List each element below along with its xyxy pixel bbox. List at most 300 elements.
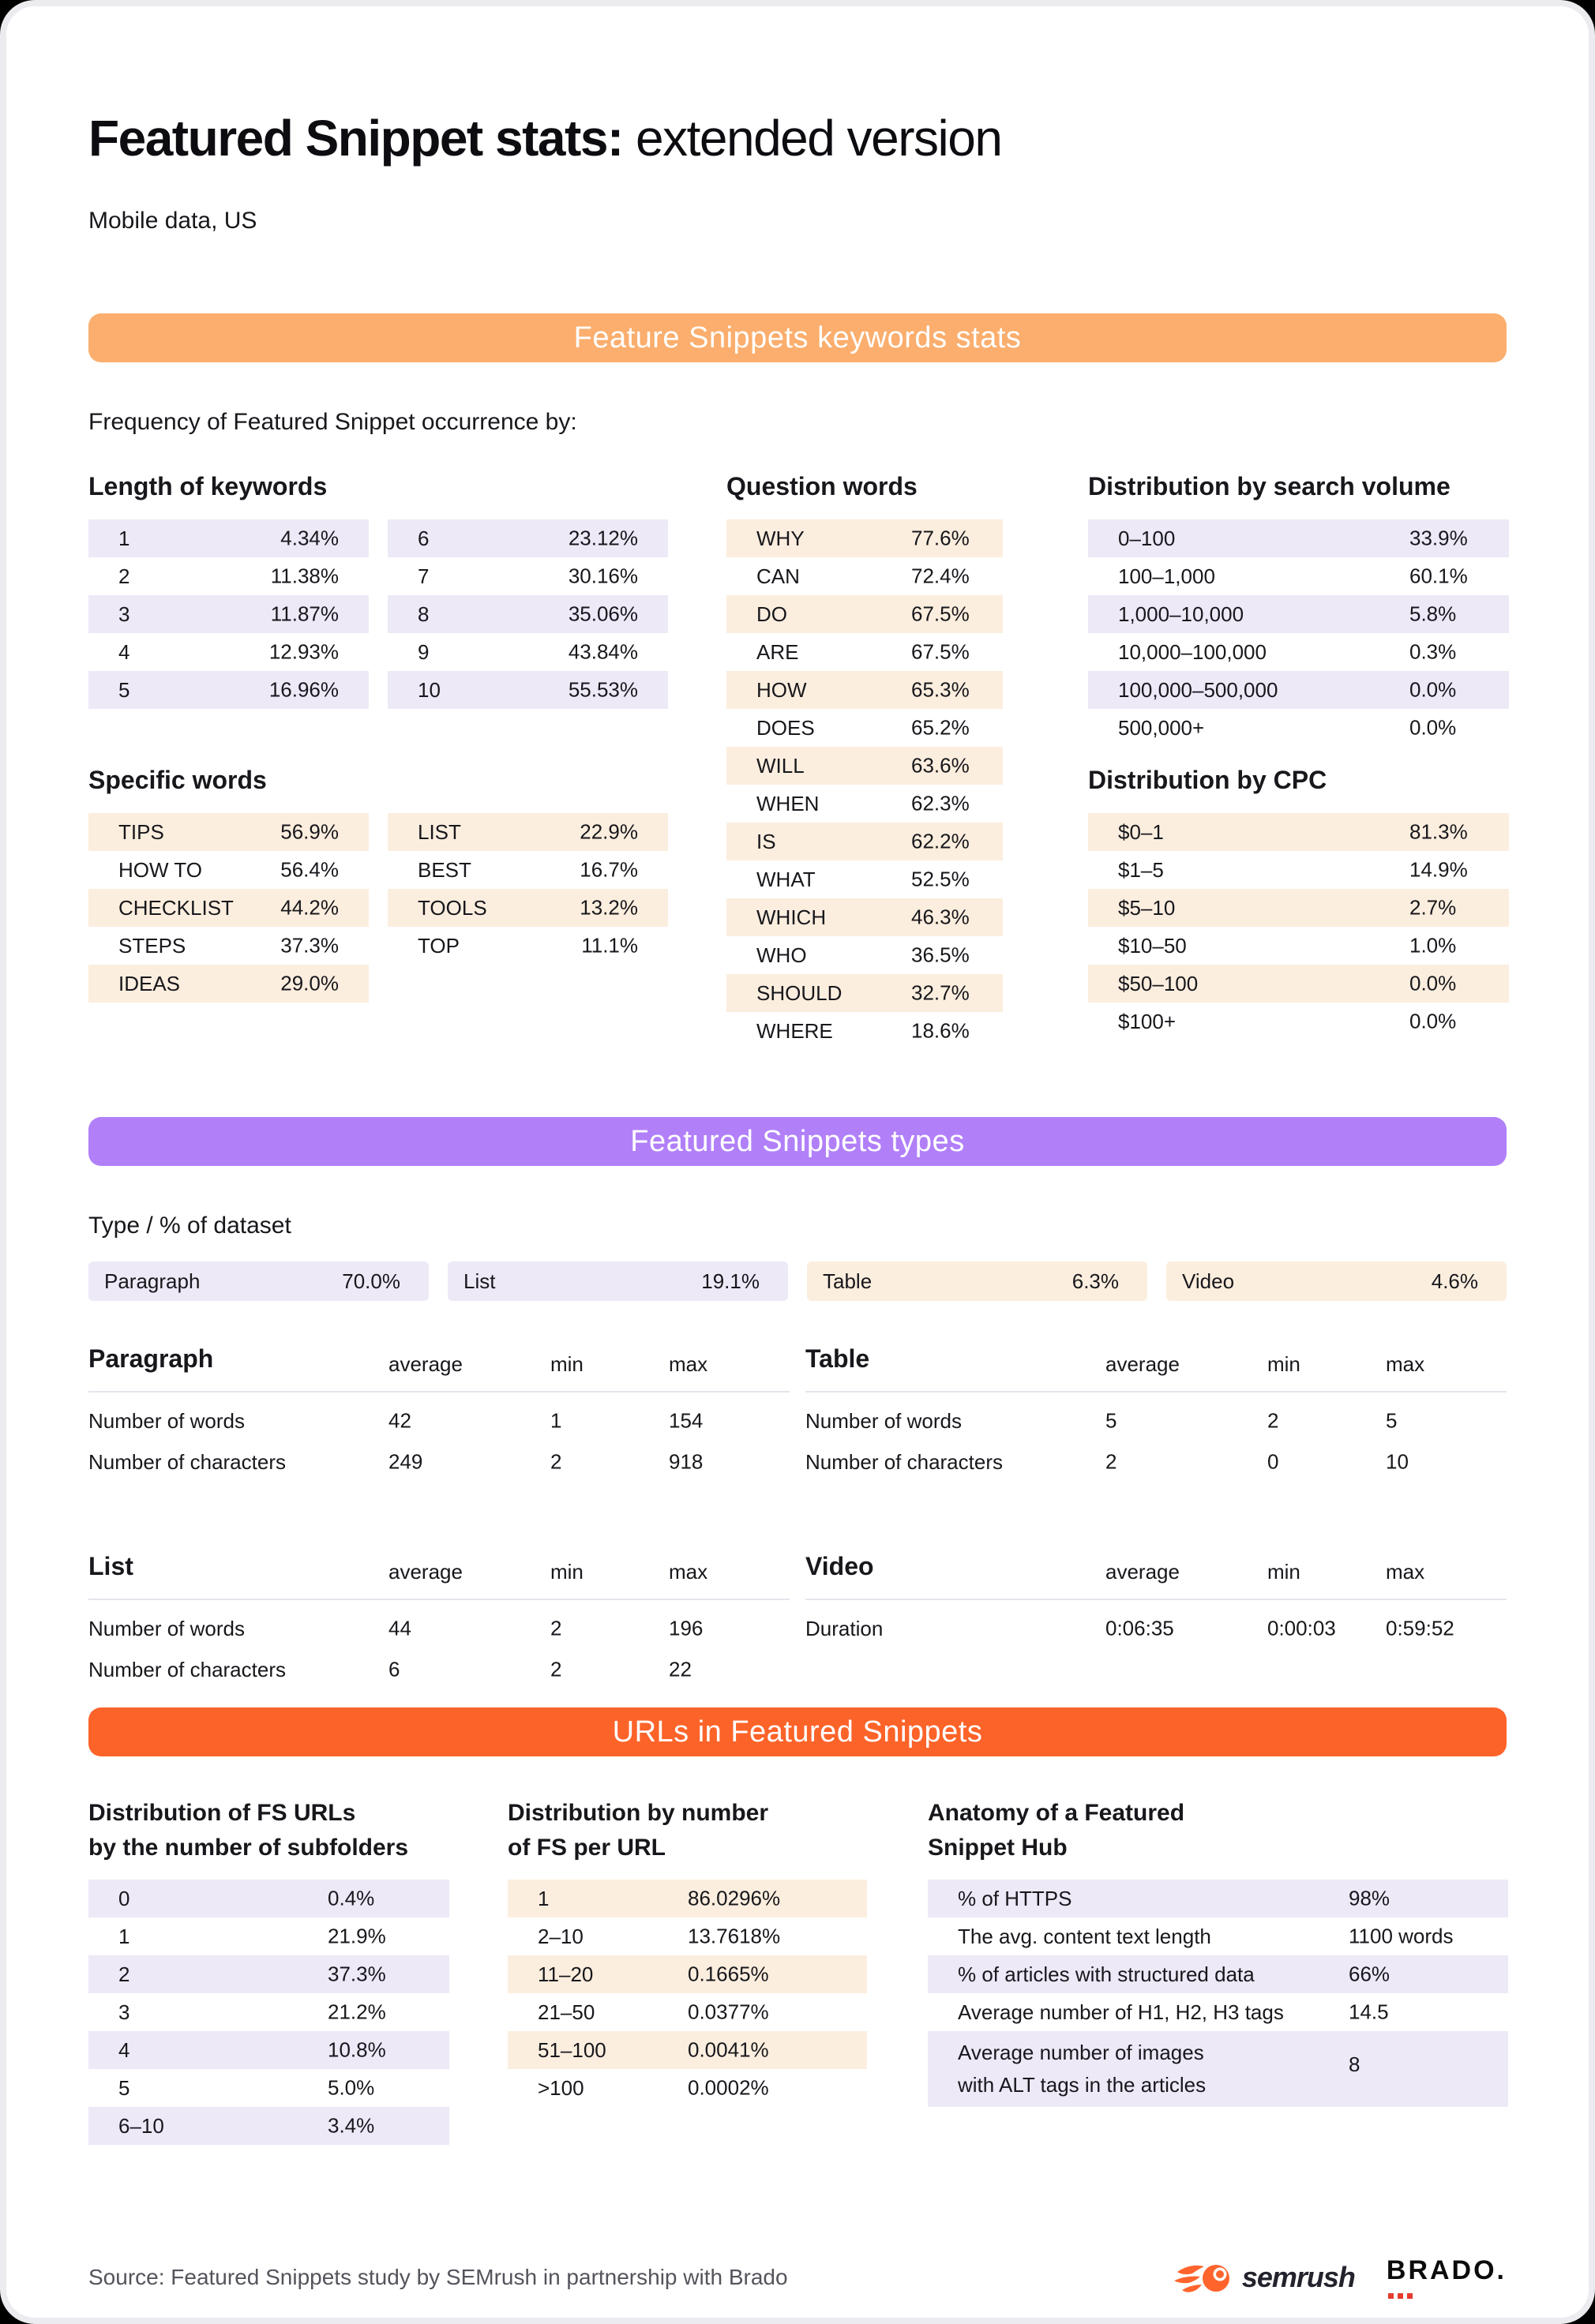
length-table-1-5 — [88, 519, 369, 709]
stats-row-value: 5 — [1105, 1408, 1117, 1433]
row-value: 5.8% — [1409, 602, 1457, 626]
stats-row-value: 0:00:03 — [1267, 1616, 1336, 1640]
footer-logos — [1174, 2255, 1507, 2299]
table-row — [388, 519, 668, 557]
table-row — [88, 519, 369, 557]
table-row — [1088, 671, 1509, 709]
stats-title: Paragraph — [88, 1344, 214, 1373]
semrush-logo — [1174, 2258, 1355, 2296]
stats-column-left — [88, 1344, 790, 1690]
paragraph-stats-table — [88, 1344, 790, 1482]
row-label: $1–5 — [1118, 857, 1164, 882]
row-label: BEST — [418, 857, 471, 882]
row-value: 67.5% — [911, 639, 970, 664]
table-row — [388, 851, 668, 889]
row-label: 100,000–500,000 — [1118, 677, 1278, 702]
stats-title: List — [88, 1552, 133, 1580]
row-value: 65.3% — [911, 677, 970, 702]
row-value: 0.0041% — [688, 2037, 769, 2062]
question-words-heading: Question words — [726, 472, 918, 500]
table-row — [726, 936, 1003, 974]
row-label: % of HTTPS — [958, 1886, 1072, 1910]
stats-row-label: Duration — [805, 1616, 884, 1640]
stats-row-label: Number of words — [88, 1408, 245, 1433]
row-label: 3 — [118, 2000, 130, 2024]
row-label: WHICH — [756, 905, 827, 929]
row-value: 0.0377% — [688, 2000, 769, 2024]
stats-row — [88, 1649, 790, 1690]
row-label: TOOLS — [418, 895, 487, 920]
column-header-max: max — [669, 1560, 708, 1584]
row-value: 0.0% — [1409, 715, 1457, 740]
table-row — [1088, 965, 1509, 1003]
row-label: $50–100 — [1118, 971, 1199, 995]
row-label: CHECKLIST — [118, 895, 234, 920]
row-label: IDEAS — [118, 971, 181, 995]
stats-row — [88, 1400, 790, 1441]
stats-row-value: 0:59:52 — [1386, 1616, 1454, 1640]
row-label: Average number of H1, H2, H3 tags — [958, 2000, 1284, 2024]
stats-row-value: 2 — [550, 1657, 562, 1681]
stats-title: Table — [805, 1344, 870, 1373]
row-value: 14.9% — [1409, 857, 1468, 882]
table-row — [1088, 633, 1509, 671]
row-value: 32.7% — [911, 980, 970, 1005]
stats-row-label: Number of characters — [805, 1449, 1003, 1474]
row-value: 65.2% — [911, 715, 970, 740]
row-label: 51–100 — [538, 2037, 606, 2062]
row-label: 21–50 — [538, 2000, 595, 2024]
heading-line: of FS per URL — [508, 1835, 666, 1861]
brado-logo — [1387, 2255, 1507, 2299]
brado-wordmark: BRADO. — [1386, 2255, 1507, 2285]
table-stats-table — [805, 1344, 1507, 1482]
stats-row-value: 2 — [550, 1449, 562, 1474]
type-label: Paragraph — [104, 1269, 201, 1293]
row-label: HOW TO — [118, 857, 202, 882]
row-label: Average number of images with ALT tags in the articles — [958, 2041, 1207, 2097]
row-value: 0.0% — [1409, 971, 1457, 995]
row-label: 1,000–10,000 — [1118, 602, 1244, 626]
table-row — [88, 1917, 449, 1955]
source-text: Source: Featured Snippets study by SEMrush in partnership with Brado — [88, 2264, 788, 2289]
row-label: The avg. content text length — [958, 1924, 1211, 1948]
question-words-table — [726, 519, 1003, 1050]
row-label: WHEN — [756, 791, 820, 815]
table-row — [1088, 889, 1509, 927]
row-label: 1 — [538, 1886, 550, 1910]
table-row — [726, 974, 1003, 1012]
table-row — [928, 1955, 1508, 1993]
stats-row — [805, 1441, 1507, 1482]
row-label: TOP — [418, 933, 460, 958]
type-share-box — [88, 1261, 429, 1301]
row-label: TIPS — [118, 819, 164, 844]
page-title-bold: Featured Snippet stats: — [88, 110, 623, 167]
row-label: DO — [756, 602, 787, 626]
row-label: % of articles with structured data — [958, 1962, 1255, 1986]
paragraph-stats-header — [88, 1344, 790, 1393]
length-of-keywords-tables — [88, 519, 668, 709]
row-value: 60.1% — [1409, 564, 1468, 588]
banner-snippet-types: Featured Snippets types — [88, 1117, 1507, 1166]
row-label: $10–50 — [1118, 933, 1187, 958]
row-value: 37.3% — [328, 1962, 386, 1986]
specific-words-tables — [88, 813, 668, 1003]
row-value: 81.3% — [1409, 819, 1468, 844]
row-label: 2 — [118, 564, 130, 588]
table-row — [928, 1880, 1508, 1917]
urls-grid — [88, 1796, 1507, 2145]
table-row — [508, 1955, 867, 1993]
table-row — [88, 813, 369, 851]
row-label: WHAT — [756, 867, 816, 891]
cpc-table — [1088, 813, 1509, 1040]
column-header-max: max — [1386, 1560, 1425, 1584]
row-label: 100–1,000 — [1118, 564, 1215, 588]
stats-row-value: 22 — [669, 1657, 692, 1681]
table-row — [88, 1955, 449, 1993]
infographic-card — [6, 6, 1589, 2318]
row-value: 11.87% — [270, 602, 339, 626]
fs-per-url-heading — [508, 1796, 867, 1865]
row-value: 13.2% — [580, 895, 638, 920]
row-label: 11–20 — [538, 1962, 594, 1986]
page-title — [88, 109, 1507, 167]
row-value: 1.0% — [1409, 933, 1457, 958]
column-length-and-specific — [88, 472, 668, 1003]
row-label: 8 — [418, 602, 430, 626]
row-label: 5 — [118, 2075, 130, 2100]
paragraph-stats-rows — [88, 1393, 790, 1482]
row-value: 56.4% — [280, 857, 339, 882]
specific-words-table-b — [388, 813, 668, 1003]
heading-line: Anatomy of a Featured — [928, 1800, 1185, 1826]
search-volume-table — [1088, 519, 1509, 747]
stats-row-label: Number of words — [88, 1616, 245, 1640]
row-label: WHY — [756, 526, 805, 550]
type-value: 19.1% — [701, 1269, 760, 1293]
row-value: 35.06% — [568, 602, 638, 626]
anatomy-table — [928, 1880, 1508, 2107]
table-row — [726, 1012, 1003, 1050]
stats-row-label: Number of characters — [88, 1657, 286, 1681]
stats-row-value: 42 — [388, 1408, 411, 1433]
table-row — [88, 889, 369, 927]
stats-row-value: 2 — [1105, 1449, 1117, 1474]
type-share-box — [1166, 1261, 1507, 1301]
table-row — [88, 1880, 449, 1917]
row-value: 12.93% — [268, 639, 339, 664]
type-label: List — [463, 1269, 496, 1293]
type-value: 4.6% — [1431, 1269, 1478, 1293]
row-value: 33.9% — [1409, 526, 1468, 550]
row-label: HOW — [756, 677, 807, 702]
list-stats-header — [88, 1552, 790, 1600]
row-label: DOES — [756, 715, 815, 740]
length-of-keywords-heading: Length of keywords — [88, 472, 328, 500]
stats-row — [88, 1608, 790, 1649]
row-label: 2 — [118, 1962, 130, 1986]
row-value: 11.38% — [270, 564, 339, 588]
type-label: Video — [1182, 1269, 1235, 1293]
type-value: 70.0% — [342, 1269, 400, 1293]
list-stats-table — [88, 1552, 790, 1690]
row-label: 3 — [118, 602, 130, 626]
row-label: WILL — [756, 753, 805, 778]
fs-per-url-table — [508, 1880, 867, 2107]
row-label: WHO — [756, 943, 807, 967]
row-value: 66% — [1349, 1962, 1390, 1986]
stats-row-value: 5 — [1386, 1408, 1398, 1433]
row-label: CAN — [756, 564, 800, 588]
stats-row — [805, 1400, 1507, 1441]
row-value: 21.2% — [328, 2000, 386, 2024]
row-label: 9 — [418, 639, 430, 664]
table-row — [388, 927, 668, 965]
row-label: 5 — [118, 677, 130, 702]
row-value: 3.4% — [328, 2113, 375, 2138]
search-volume-heading: Distribution by search volume — [1088, 472, 1451, 500]
table-row — [388, 813, 668, 851]
table-row — [726, 671, 1003, 709]
row-value: 0.0002% — [688, 2075, 769, 2100]
video-stats-table — [805, 1552, 1507, 1649]
row-label: 7 — [418, 564, 430, 588]
table-row — [928, 2031, 1508, 2107]
table-row — [388, 633, 668, 671]
table-row — [388, 595, 668, 633]
row-value: 55.53% — [568, 677, 638, 702]
table-row — [88, 595, 369, 633]
table-row — [726, 633, 1003, 671]
row-value: 16.7% — [580, 857, 638, 882]
column-header-average: average — [388, 1560, 463, 1584]
column-header-average: average — [1105, 1560, 1180, 1584]
column-header-max: max — [1386, 1352, 1425, 1376]
row-value: 30.16% — [568, 564, 638, 588]
stats-row — [88, 1441, 790, 1482]
table-row — [726, 709, 1003, 747]
table-row — [928, 1917, 1508, 1955]
table-row — [508, 1880, 867, 1917]
table-row — [88, 633, 369, 671]
table-row — [88, 965, 369, 1003]
table-row — [1088, 519, 1509, 557]
row-value: 43.84% — [568, 639, 638, 664]
row-value: 44.2% — [280, 895, 339, 920]
row-value: 11.1% — [581, 933, 638, 958]
table-row — [388, 889, 668, 927]
column-header-min: min — [550, 1352, 584, 1376]
type-share-box — [807, 1261, 1147, 1301]
row-value: 46.3% — [911, 905, 970, 929]
row-value: 13.7618% — [688, 1924, 781, 1948]
types-intro: Type / % of dataset — [88, 1213, 291, 1239]
stats-row-value: 44 — [388, 1616, 411, 1640]
semrush-flame-icon — [1174, 2258, 1233, 2296]
row-label: 6 — [418, 526, 430, 550]
table-row — [726, 557, 1003, 595]
table-row — [726, 747, 1003, 785]
stats-row-value: 0:06:35 — [1105, 1616, 1174, 1640]
fs-per-url-column — [508, 1796, 867, 2107]
row-value: 77.6% — [911, 526, 970, 550]
length-table-6-10 — [388, 519, 668, 709]
table-row — [88, 851, 369, 889]
heading-line: Snippet Hub — [928, 1835, 1068, 1861]
stats-title: Video — [805, 1552, 874, 1580]
table-row — [508, 1917, 867, 1955]
page-subtitle: Mobile data, US — [88, 208, 257, 234]
table-row — [1088, 709, 1509, 747]
row-value: 98% — [1349, 1886, 1390, 1910]
table-row — [1088, 813, 1509, 851]
row-value: 62.3% — [911, 791, 970, 815]
row-label: $0–1 — [1118, 819, 1164, 844]
footer — [88, 2255, 1507, 2299]
row-label: $5–10 — [1118, 895, 1176, 920]
semrush-wordmark: semrush — [1241, 2260, 1355, 2293]
row-value: 1100 words — [1349, 1924, 1454, 1948]
column-header-average: average — [388, 1352, 463, 1376]
row-label: 4 — [118, 2037, 130, 2062]
table-row — [88, 1993, 449, 2031]
row-label: 6–10 — [118, 2113, 164, 2138]
stats-row-label: Number of characters — [88, 1449, 286, 1474]
row-value: 22.9% — [580, 819, 638, 844]
video-stats-rows — [805, 1600, 1507, 1649]
row-label: 0–100 — [1118, 526, 1176, 550]
type-share-box — [448, 1261, 788, 1301]
column-header-min: min — [1267, 1560, 1300, 1584]
table-stats-header — [805, 1344, 1507, 1393]
row-value: 4.34% — [280, 526, 339, 550]
stats-row-value: 1 — [550, 1408, 562, 1433]
row-label: 4 — [118, 639, 130, 664]
heading-line: Distribution by number — [508, 1800, 768, 1826]
row-label: 1 — [118, 1924, 130, 1948]
table-row — [726, 860, 1003, 898]
row-value: 10.8% — [328, 2037, 386, 2062]
column-question-words — [726, 472, 1003, 1050]
table-row — [726, 785, 1003, 823]
row-value: 0.3% — [1409, 639, 1457, 664]
table-row — [508, 2069, 867, 2107]
row-label: IS — [756, 829, 776, 853]
stats-row-label: Number of words — [805, 1408, 962, 1433]
type-value: 6.3% — [1071, 1269, 1119, 1293]
table-row — [1088, 595, 1509, 633]
table-row — [508, 2031, 867, 2069]
type-stats-grid — [88, 1344, 1507, 1679]
row-label: >100 — [538, 2075, 584, 2100]
anatomy-column — [928, 1796, 1508, 2107]
row-value: 2.7% — [1409, 895, 1457, 920]
row-label: WHERE — [756, 1018, 833, 1043]
table-row — [726, 898, 1003, 936]
banner-urls: URLs in Featured Snippets — [88, 1707, 1507, 1756]
row-value: 86.0296% — [688, 1886, 781, 1910]
row-label: LIST — [418, 819, 461, 844]
cpc-heading: Distribution by CPC — [1088, 766, 1327, 794]
heading-line: by the number of subfolders — [88, 1835, 409, 1861]
table-row — [88, 557, 369, 595]
column-header-min: min — [550, 1560, 584, 1584]
specific-words-heading: Specific words — [88, 766, 267, 794]
brado-dots-icon — [1388, 2293, 1413, 2299]
type-share-bars — [88, 1261, 1507, 1301]
row-value: 36.5% — [911, 943, 970, 967]
table-row — [928, 1993, 1508, 2031]
row-label: 10,000–100,000 — [1118, 639, 1267, 664]
row-value: 67.5% — [911, 602, 970, 626]
stats-row-value: 2 — [1267, 1408, 1279, 1433]
row-value: 18.6% — [911, 1018, 970, 1043]
column-header-average: average — [1105, 1352, 1180, 1376]
row-value: 29.0% — [280, 971, 339, 995]
row-value: 0.0% — [1409, 677, 1457, 702]
row-value: 56.9% — [280, 819, 339, 844]
stats-row — [805, 1608, 1507, 1649]
row-value: 5.0% — [328, 2075, 375, 2100]
row-value: 23.12% — [568, 526, 638, 550]
row-value: 0.1665% — [688, 1962, 769, 1986]
stats-row-value: 196 — [669, 1616, 704, 1640]
column-volume-cpc — [1088, 472, 1509, 1040]
row-label: 2–10 — [538, 1924, 584, 1948]
table-row — [1088, 557, 1509, 595]
row-label: 10 — [418, 677, 441, 702]
row-value: 62.2% — [911, 829, 970, 853]
list-stats-rows — [88, 1600, 790, 1690]
table-row — [726, 595, 1003, 633]
table-row — [1088, 1003, 1509, 1040]
row-label: 1 — [118, 526, 130, 550]
row-value: 63.6% — [911, 753, 970, 778]
stats-row-value: 918 — [669, 1449, 704, 1474]
type-label: Table — [823, 1269, 873, 1293]
row-label: STEPS — [118, 933, 186, 958]
row-value: 52.5% — [911, 867, 970, 891]
stats-row-value: 154 — [669, 1408, 704, 1433]
row-label: $100+ — [1118, 1009, 1177, 1033]
column-header-max: max — [669, 1352, 708, 1376]
anatomy-heading — [928, 1796, 1508, 1865]
table-row — [508, 1993, 867, 2031]
table-row — [1088, 927, 1509, 965]
heading-line: Distribution of FS URLs — [88, 1800, 356, 1826]
specific-words-table-a — [88, 813, 369, 1003]
row-label: SHOULD — [756, 980, 843, 1005]
stats-row-value: 2 — [550, 1616, 562, 1640]
row-label: ARE — [756, 639, 799, 664]
row-value: 0.0% — [1409, 1009, 1457, 1033]
column-header-min: min — [1267, 1352, 1300, 1376]
row-label: 0 — [118, 1886, 130, 1910]
subfolders-heading — [88, 1796, 449, 1865]
table-row — [88, 927, 369, 965]
stats-row-value: 249 — [388, 1449, 423, 1474]
row-value: 21.9% — [328, 1924, 386, 1948]
row-value: 0.4% — [328, 1886, 375, 1910]
row-value: 8 — [1349, 2052, 1360, 2076]
table-row — [388, 671, 668, 709]
table-row — [88, 2031, 449, 2069]
table-row — [726, 823, 1003, 860]
banner-keywords-stats: Feature Snippets keywords stats — [88, 313, 1507, 362]
keywords-intro: Frequency of Featured Snippet occurrence by: — [88, 409, 577, 435]
